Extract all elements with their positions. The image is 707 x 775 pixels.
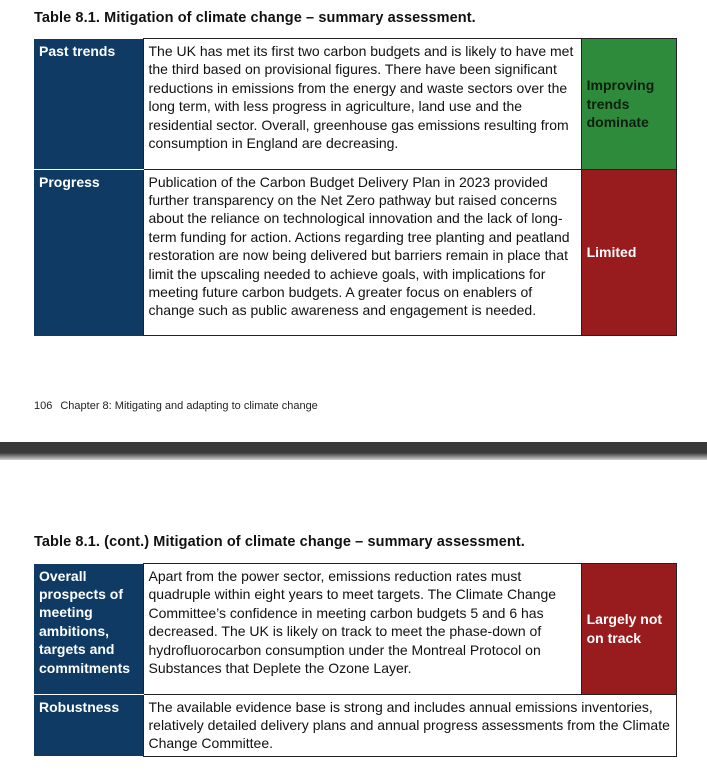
table-row <box>34 169 677 336</box>
status-badge-limited: Limited <box>581 169 676 336</box>
table-row <box>34 39 677 170</box>
summary-assessment-table-continued <box>34 563 677 757</box>
table-title-continued: Table 8.1. (cont.) Mitigation of climate change – summary assessment. <box>34 534 525 550</box>
page-footer <box>34 400 318 412</box>
row-text-past-trends: The UK has met its first two carbon budgets and is likely to have met the third based on provisional figures. There have been significant reductions in emissions from the energy and waste sectors over the long term, with less progress in agriculture, land use and the residential sector. Overall, greenhouse gas emissions resulting from consumption in England are decreasing. <box>143 39 581 170</box>
table-row <box>34 694 677 756</box>
page-2 <box>0 460 707 775</box>
row-heading-overall-prospects: Overall prospects of meeting ambitions, targets and commitments <box>34 564 143 695</box>
page-number: 106 <box>34 400 53 412</box>
page-separator <box>0 442 707 460</box>
row-text-overall-prospects: Apart from the power sector, emissions reduction rates must quadruple within eight years to meet targets. The Climate Change Committee’s confidence in meeting carbon budgets 5 and 6 has decreased. The UK is likely on track to meet the phase-down of hydrofluorocarbon consumption under the Montreal Protocol on Substances that Deplete the Ozone Layer. <box>143 564 581 695</box>
row-heading-robustness: Robustness <box>34 694 143 756</box>
summary-assessment-table <box>34 38 677 336</box>
table-row <box>34 564 677 695</box>
status-badge-largely-not-on-track: Largely not on track <box>581 564 676 695</box>
chapter-title: Chapter 8: Mitigating and adapting to climate change <box>60 400 318 412</box>
row-text-progress: Publication of the Carbon Budget Delivery Plan in 2023 provided further transparency on the Net Zero pathway but raised concerns about the reliance on technological innovation and the lack of long-term funding for action. Actions regarding tree planting and peatland restoration are now being delivered but barriers remain in place that limit the upscaling needed to achieve goals, with implications for meeting future carbon budgets. A greater focus on enablers of change such as public awareness and engagement is needed. <box>143 169 581 336</box>
row-heading-progress: Progress <box>34 169 143 336</box>
row-text-robustness: The available evidence base is strong and includes annual emissions inventories, relatively detailed delivery plans and annual progress assessments from the Climate Change Committee. <box>143 694 677 756</box>
status-badge-improving: Improving trends dominate <box>581 39 676 170</box>
table-title: Table 8.1. Mitigation of climate change – summary assessment. <box>34 10 476 26</box>
row-heading-past-trends: Past trends <box>34 39 143 170</box>
